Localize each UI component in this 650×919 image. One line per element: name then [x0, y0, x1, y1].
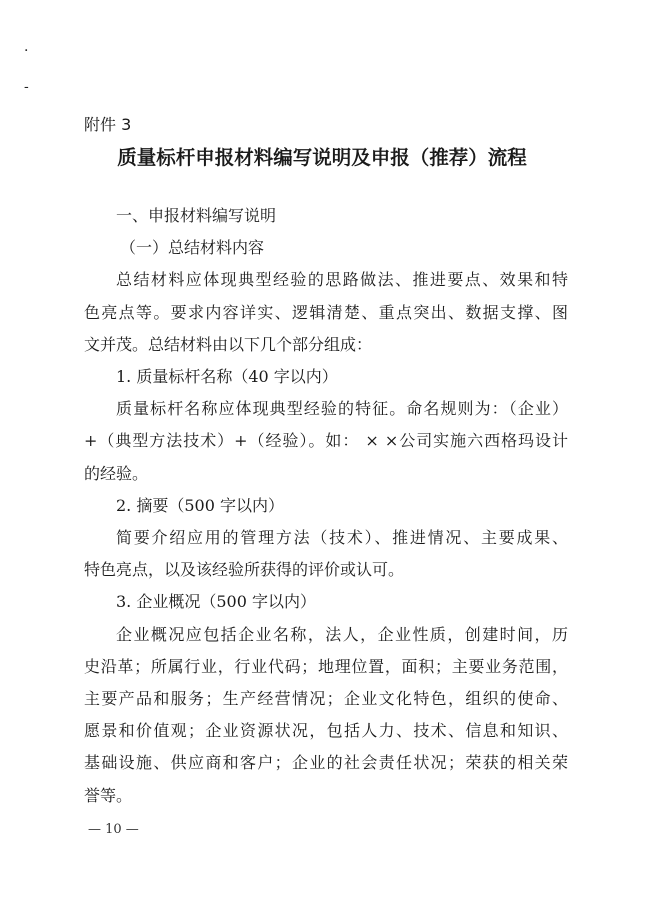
- paragraph-line: 特色亮点，以及该经验所获得的评价或认可。: [84, 560, 405, 580]
- paragraph-line: 简要介绍应用的管理方法（技术）、推进情况、主要成果、: [116, 528, 568, 548]
- scan-mark-dash: -: [24, 79, 29, 95]
- section-heading: 一、申报材料编写说明: [116, 206, 277, 225]
- intro-paragraph: [84, 264, 568, 361]
- item-paragraph: [84, 522, 568, 586]
- document-title: 质量标杆申报材料编写说明及申报（推荐）流程: [117, 146, 527, 169]
- attachment-label: 附件 3: [84, 115, 132, 134]
- paragraph-line: 企业概况应包括企业名称，法人，企业性质，创建时间，历: [116, 624, 568, 644]
- paragraph-line: +（典型方法技术）+（经验）。如： × ×公司实施六西格玛设计: [84, 431, 568, 451]
- paragraph-line: 文并茂。总结材料由以下几个部分组成：: [84, 334, 373, 354]
- paragraph-line: 史沿革；所属行业，行业代码；地理位置，面积；主要业务范围，: [84, 656, 568, 676]
- paragraph-line: 的经验。: [84, 463, 149, 483]
- item-paragraph: [84, 393, 568, 490]
- item-heading: 2. 摘要（500 字以内）: [116, 495, 284, 515]
- item-heading: 1. 质量标杆名称（40 字以内）: [116, 367, 338, 387]
- item-heading: 3. 企业概况（500 字以内）: [116, 592, 316, 612]
- item-paragraph: [84, 619, 568, 812]
- paragraph-line: 主要产品和服务；生产经营情况；企业文化特色，组织的使命、: [84, 689, 568, 709]
- document-body: [84, 200, 568, 812]
- subsection-heading: （一）总结材料内容: [120, 238, 265, 258]
- paragraph-line: 色亮点等。要求内容详实、逻辑清楚、重点突出、数据支撑、图: [84, 302, 568, 322]
- page-number: — 10 —: [88, 822, 139, 837]
- paragraph-line: 愿景和价值观；企业资源状况，包括人力、技术、信息和知识、: [84, 721, 568, 741]
- paragraph-line: 誉等。: [84, 785, 133, 805]
- paragraph-line: 质量标杆名称应体现典型经验的特征。命名规则为：（企业）: [116, 399, 568, 419]
- paragraph-line: 基础设施、供应商和客户；企业的社会责任状况；荣获的相关荣: [84, 753, 568, 773]
- scan-mark-dot: ·: [24, 43, 29, 59]
- paragraph-line: 总结材料应体现典型经验的思路做法、推进要点、效果和特: [116, 270, 568, 290]
